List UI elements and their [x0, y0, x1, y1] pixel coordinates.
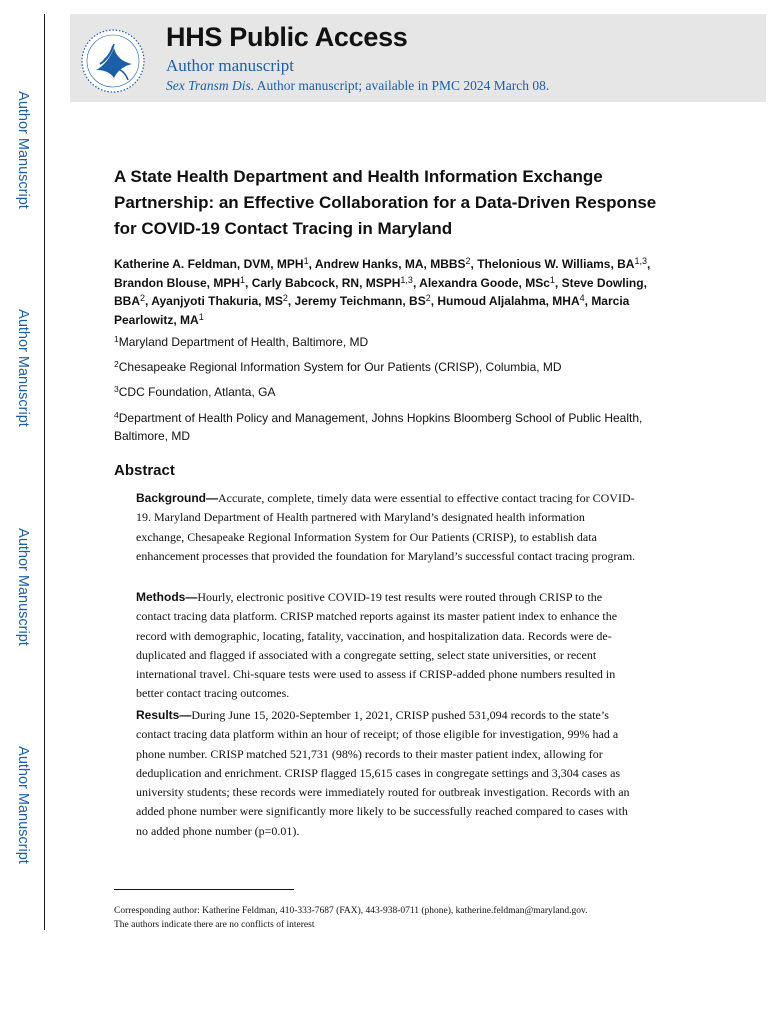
affiliation-1: $^1$Maryland Department of Health, Baltimore, MD	[114, 334, 369, 349]
hhs-eagle-logo-icon	[78, 26, 148, 96]
abstract-heading: Abstract	[114, 462, 175, 479]
author-manuscript-sidebar: Author Manuscript Author Manuscript Author Manuscript Author Manuscript	[0, 0, 46, 930]
affiliation-2: $^2$Chesapeake Regional Information System for Our Patients (CRISP), Columbia, MD	[114, 359, 562, 374]
paper-title: A State Health Department and Health Information Exchange Partnership: an Effective Collaboration for a Data-Driven Response for COVID-19 Contact Tracing in Maryland	[114, 167, 657, 238]
affiliation-4: $^4$Department of Health Policy and Management, Johns Hopkins Bloomberg School of Public Health, Baltimore, MD	[114, 410, 643, 443]
author-name: Humoud Aljalahma, MHA$^4$	[437, 293, 585, 308]
methods-text: Hourly, electronic positive COVID-19 test results were routed through CRISP to the contact tracing data platform. CRISP matched reports against its master patient index to enhance the record with demographic, locating, fatality, vaccination, and hospitalization data. Records were de-duplicated and flagged if associated with a congregate setting, select state universities, or recent international travel. Chi-square tests were used to assess if CRISP-added phone numbers resulted in better contact tracing outcomes.	[136, 590, 618, 701]
author-name: Thelonious W. Williams, BA$^{1,3}$	[477, 256, 647, 271]
abstract-background	[136, 489, 636, 566]
abstract-methods	[136, 588, 636, 704]
author-name: Carly Babcock, RN, MSPH$^{1,3}$	[251, 274, 413, 290]
author-name: Jeremy Teichmann, $BS^2$	[294, 293, 431, 308]
author-name: Marcia Pearlowitz, $MA^1$	[114, 294, 630, 327]
background-text: Accurate, complete, timely data were essential to effective contact tracing for COVID-19. Maryland Department of Health partnered with Maryland’s designated health information exchange, Chesapeake Regional Information System for Our Patients (CRISP), to establish data enhancement processes that provided the foundation for Maryland’s successful contact tracing program.	[136, 491, 636, 563]
journal-name: Sex Transm Dis.	[166, 78, 255, 93]
results-text: During June 15, 2020-September 1, 2021, CRISP pushed 531,094 records to the state’s contact tracing data platform within an hour of receipt; of those eligible for investigation, 99% had a phone number. CRISP matched 521,731 (98%) records to their master patient index, allowing for deduplication and enrichment. CRISP flagged 15,615 cases in congregate settings and 3,304 cases as university students; these records were immediately routed for outbreak investigation. Records with an added phone number were significantly more likely to be successfully reached compared to cases with no added phone number (p=0.01).	[136, 708, 630, 838]
sidebar-divider	[44, 14, 45, 930]
abstract-results	[136, 706, 636, 841]
results-lead: Results—	[136, 708, 192, 722]
author-name: Brandon Blouse, MPH$^1$	[114, 274, 246, 290]
citation-text: Author manuscript; available in PMC 2024 March 08.	[254, 78, 550, 93]
footnote-divider	[114, 889, 294, 890]
background-lead: Background—	[136, 491, 219, 505]
corresponding-author-note: Corresponding author: Katherine Feldman, 410-333-7687 (FAX), 443-938-0711 (phone), katherine.feldman@maryland.gov.	[114, 906, 588, 916]
conflict-of-interest-note: The authors indicate there are no conflicts of interest	[114, 920, 315, 930]
affiliation-3: $^3$CDC Foundation, Atlanta, GA	[114, 384, 276, 399]
journal-citation	[166, 78, 549, 94]
author-name: Ayanjyoti Thakuria, $MS^2$	[151, 293, 288, 308]
author-name: Steve Dowling, BBA$^2$	[114, 275, 647, 308]
author-name: Katherine A. Feldman, DVM, MPH$^1$	[114, 256, 309, 271]
author-name: Alexandra Goode, MSc$^1$	[419, 274, 555, 290]
author-list: Katherine A. Feldman, DVM, MPH$^1$, Andrew Hanks, MA, MBBS$^2$, Thelonious W. Williams, BA$^{1,3}$, Brandon Blouse, MPH$^1$, Carly Babcock, RN, MSPH$^{1,3}$, Alexandra Goode, MSc$^1$, Steve Dowling, BBA$^2$, Ayanjyoti Thakuria, $MS^2$, Jeremy Teichmann, $BS^2$, Humoud Aljalahma, MHA$^4$, Marcia Pearlowitz, $MA^1$	[114, 256, 651, 327]
author-manuscript-label: Author manuscript	[166, 56, 294, 75]
hhs-public-access-title: HHS Public Access	[166, 22, 408, 52]
author-name: Andrew Hanks, MA, MBBS$^2$	[314, 256, 471, 271]
methods-lead: Methods—	[136, 590, 198, 604]
